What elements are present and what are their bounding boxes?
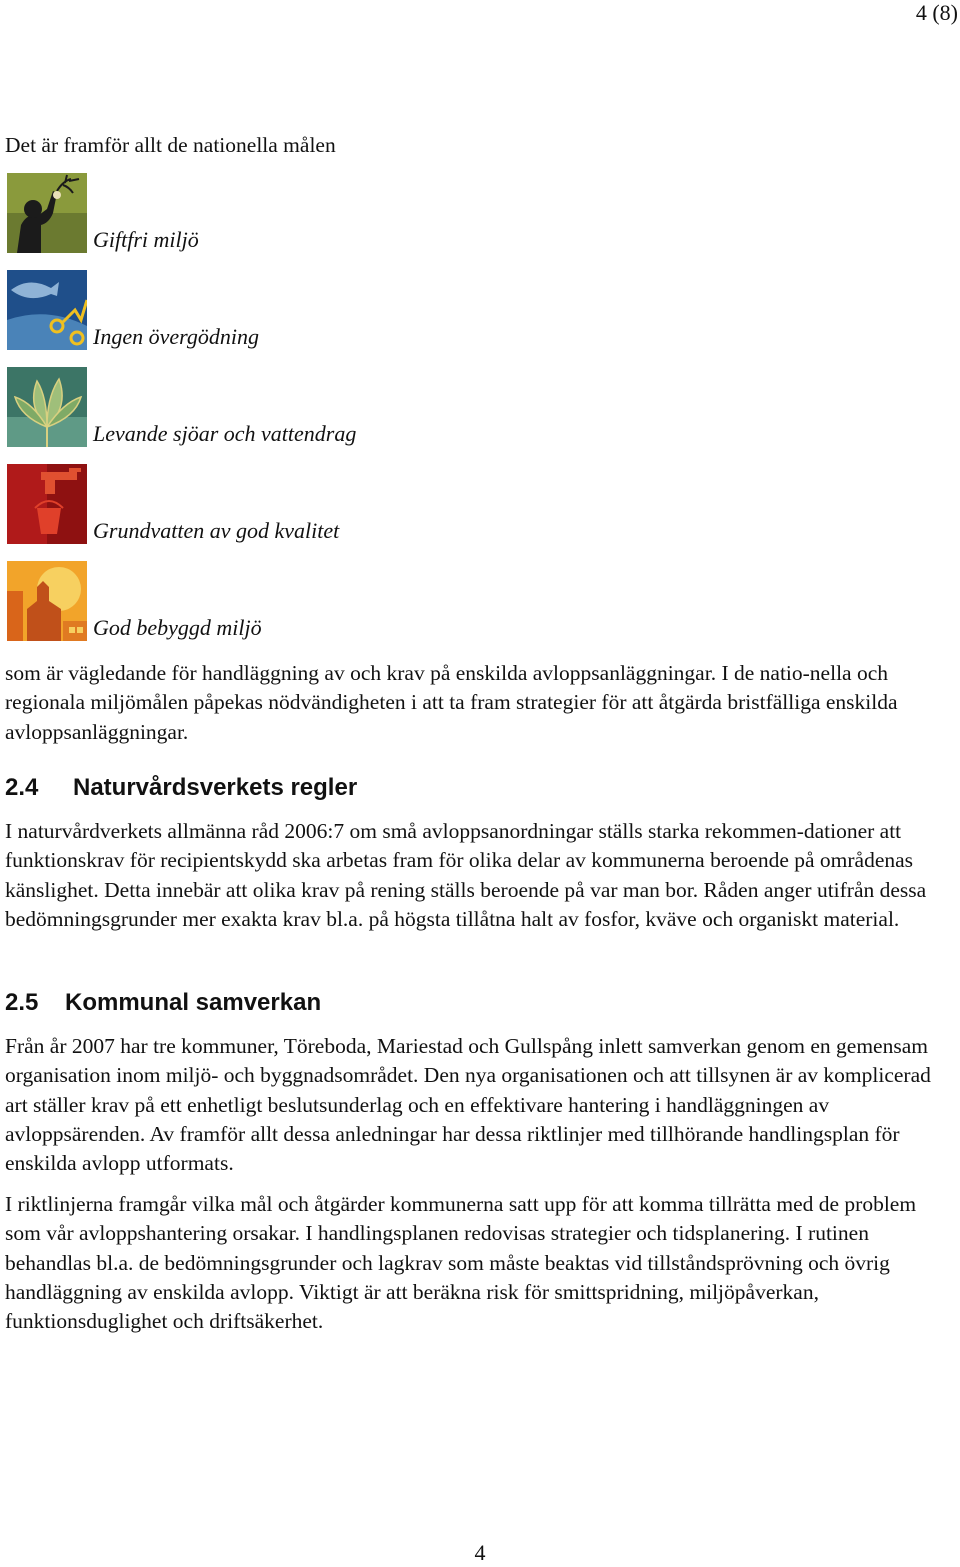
section-2-5-paragraph-2: I riktlinjerna framgår vilka mål och åtgärder kommunerna satt upp för att komma tillrätta med de problem som vår avloppshantering orsakar. I handlingsplanen redovisas strategier och tidsplanering. I rutinen behandlas bl.a. de bedömningsgrunder och lagkrav som måste beaktas vid tillståndsprövning och övrig handläggning av enskilda avlopp. Viktigt är att beräkna risk för smittspridning, miljöpåverkan, funktionsduglighet och driftsäkerhet. — [5, 1192, 917, 1334]
intro-text: Det är framför allt de nationella målen — [5, 133, 336, 157]
goals-follow-up-paragraph: som är vägledande för handläggning av och krav på enskilda avloppsanläggningar. I de natio-nella och regionala miljömålen påpekas nödvändigheten i att ta fram strategier för att åtgärda bristfälliga enskilda avloppsanläggningar. — [5, 661, 898, 744]
water-tap-and-bucket-icon — [7, 464, 87, 544]
fish-and-bubbles-icon — [7, 270, 87, 350]
person-holding-plant-icon — [7, 173, 87, 253]
goal-label: Giftfri miljö — [93, 227, 199, 252]
goal-label: Grundvatten av god kvalitet — [93, 518, 340, 543]
page-number-header: 4 (8) — [915, 0, 958, 25]
section-number: 2.5 — [5, 989, 39, 1016]
goal-item-god-bebyggd-miljo — [7, 561, 427, 641]
section-title: Naturvårdsverkets regler — [73, 774, 358, 801]
section-2-5-paragraph-1: Från år 2007 har tre kommuner, Töreboda, Mariestad och Gullspång inlett samverkan genom en gemensam organisation inom miljö- och byggnadsområdet. Den nya organisationen och att tillsynen är av komplicerad art ställer krav på ett enhetligt beslutsunderlag och en effektivare hantering i handläggningen av avloppsärenden. Av framför allt dessa anledningar har dessa riktlinjer med tillhörande handlingsplan för enskilda avlopp utformats. — [5, 1034, 931, 1176]
goal-item-ingen-overgodning — [7, 270, 427, 350]
goal-item-levande-sjoar — [7, 367, 427, 447]
section-title: Kommunal samverkan — [65, 989, 322, 1016]
section-number: 2.4 — [5, 774, 39, 801]
goal-item-giftfri-miljo — [7, 173, 427, 253]
section-heading-2-5 — [5, 989, 321, 1017]
goal-label: God bebyggd miljö — [93, 615, 262, 640]
section-2-4-body: I naturvårdverkets allmänna råd 2006:7 om små avloppsanordningar ställs starka rekommen-dationer att funktionskrav för recipientskydd ska arbetas fram för olika delar av kommunerna beroende på områdenas känslighet. Detta innebär att olika krav på rening ställs beroende på var man bor. Råden anger utifrån dessa bedömningsgrunder mer exakta krav bl.a. på högsta tillåtna halt av fosfor, kväve och organiskt material. — [5, 819, 927, 931]
section-heading-2-4 — [5, 774, 357, 802]
water-plant-icon — [7, 367, 87, 447]
page-number-footer: 4 — [474, 1540, 486, 1565]
goal-item-grundvatten — [7, 464, 427, 544]
goal-label: Ingen övergödning — [93, 324, 259, 349]
goal-label: Levande sjöar och vattendrag — [93, 421, 357, 446]
buildings-with-sun-icon — [7, 561, 87, 641]
